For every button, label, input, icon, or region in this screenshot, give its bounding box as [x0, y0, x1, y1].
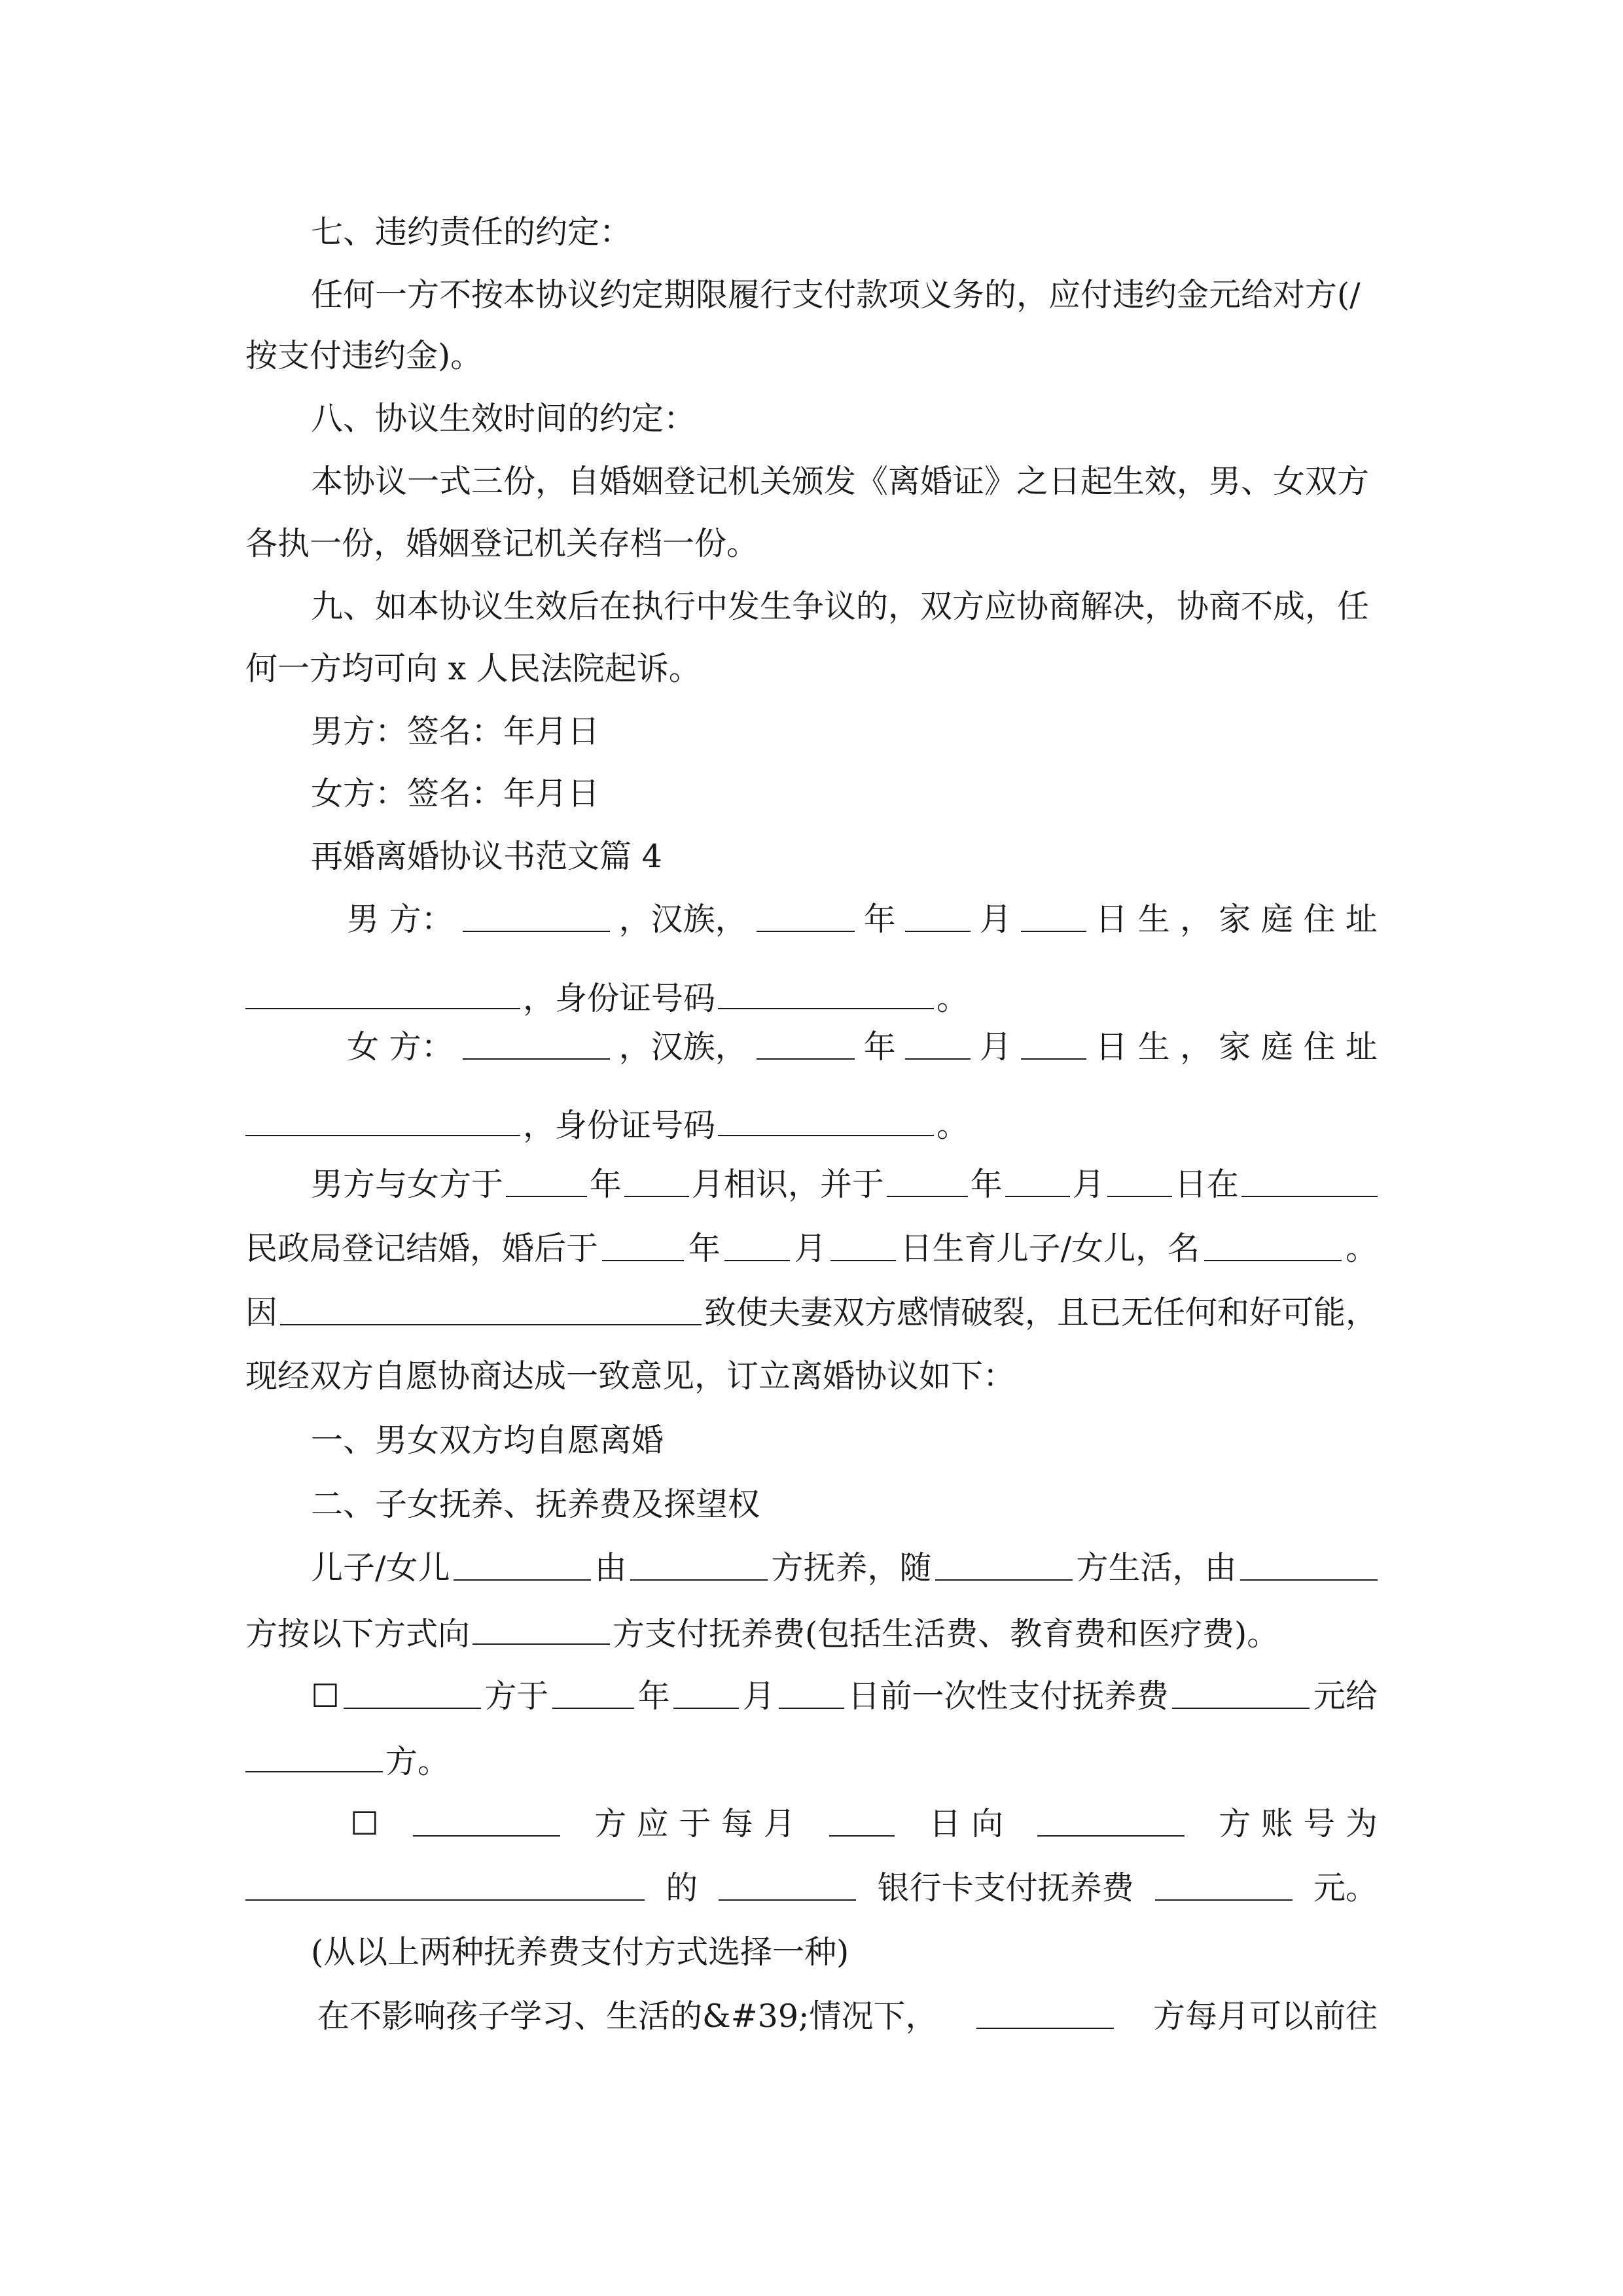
year-label: 年: [863, 1028, 896, 1066]
period: 。: [936, 980, 969, 1017]
custody-line-2: [245, 1609, 1378, 1655]
register-day-blank: [1107, 1162, 1172, 1197]
year-label: 年: [589, 1166, 622, 1203]
living-party-blank: [935, 1545, 1073, 1581]
section-8-text-line-1: 本协议一式三份，自婚姻登记机关颁发《离婚证》之日起生效，男、女双方: [311, 463, 1370, 500]
option-1-day-blank: [779, 1674, 844, 1709]
period: 。: [1345, 1230, 1378, 1267]
account-label: 方 账 号 为: [1219, 1805, 1378, 1842]
custody-party-blank: [630, 1545, 768, 1581]
option-1-amount-blank: [1172, 1674, 1310, 1709]
registry-office-blank: [1241, 1162, 1378, 1197]
option-2-payer-blank: [413, 1801, 560, 1837]
year-label: 年: [970, 1166, 1003, 1203]
account-number-blank: [245, 1865, 645, 1901]
id-number-label: ，身份证号码: [523, 1107, 716, 1144]
bank-card-label: 银行卡支付抚养费: [877, 1869, 1134, 1907]
option-1-recipient-blank: [245, 1737, 383, 1772]
signature-woman: 女方：签名：年月日: [311, 775, 600, 812]
month-label: 月: [979, 1028, 1012, 1066]
woman-name-blank: [463, 1024, 610, 1060]
registered-label: 民政局登记结婚，婚后于: [245, 1230, 599, 1267]
woman-birth-month-blank: [905, 1024, 971, 1060]
year-label: 年: [688, 1230, 721, 1267]
reason-blank: [280, 1290, 702, 1325]
woman-address-blank: [245, 1101, 520, 1136]
section-7-title: 七、违约责任的约定：: [311, 213, 632, 251]
checkbox-icon[interactable]: ☐: [350, 1805, 379, 1842]
man-label: 男 方：: [347, 901, 454, 938]
woman-id-number-blank: [718, 1101, 934, 1136]
child-birth-day-blank: [830, 1226, 896, 1261]
support-fee-label: 方支付抚养费(包括生活费、教育费和医疗费)。: [613, 1615, 1279, 1653]
month-label: 月: [794, 1230, 827, 1267]
payment-option-1-line-1: [311, 1674, 1378, 1719]
agreement-item-1: 一、男女双方均自愿离婚: [311, 1422, 664, 1459]
option-1-month-blank: [673, 1674, 739, 1709]
visitation-line-1: [317, 1994, 1378, 2039]
register-year-blank: [887, 1162, 968, 1197]
paying-party-blank: [1240, 1545, 1378, 1581]
checkbox-icon[interactable]: ☐: [311, 1677, 340, 1715]
born-label: 日 生 ，: [1096, 1028, 1213, 1066]
agreement-item-2: 二、子女抚养、抚养费及探望权: [311, 1486, 760, 1523]
payment-option-2-line-1: [350, 1801, 1378, 1847]
met-and-label: 月相识，并于: [691, 1166, 884, 1203]
lump-sum-label: 日前一次性支付抚养费: [847, 1677, 1169, 1715]
section-8-text-line-2: 各执一份，婚姻登记机关存档一份。: [245, 525, 759, 562]
of-label: 的: [666, 1869, 698, 1907]
option-1-payer-blank: [344, 1674, 481, 1709]
man-address-blank: [245, 974, 520, 1009]
visitation-label: 方每月可以前往: [1152, 1998, 1378, 2035]
man-id-number-blank: [718, 974, 934, 1009]
monthly-label: 方 应 于 每 月: [594, 1805, 796, 1842]
id-number-label: ，身份证号码: [523, 980, 716, 1017]
man-birth-year-blank: [757, 897, 855, 932]
because-label: 因: [245, 1294, 278, 1331]
visitation-condition-label: 在不影响孩子学习、生活的&#39;情况下，: [317, 1998, 938, 2035]
receiving-party-blank: [473, 1609, 610, 1645]
man-birth-month-blank: [905, 897, 971, 932]
month-label: 月: [979, 901, 1012, 938]
section-9-text-line-1: 九、如本协议生效后在执行中发生争议的，双方应协商解决，协商不成，任: [311, 588, 1370, 625]
address-label: 家 庭 住 址: [1219, 1028, 1378, 1066]
visiting-party-blank: [976, 1994, 1114, 2029]
woman-label: 女 方：: [347, 1028, 454, 1066]
option-2-recipient-blank: [1037, 1801, 1185, 1837]
woman-birth-day-blank: [1021, 1024, 1086, 1060]
met-label: 男方与女方于: [311, 1166, 504, 1203]
marriage-paragraph-line-4: 现经双方自愿协商达成一致意见，订立离婚协议如下：: [245, 1357, 1016, 1395]
month-label: 月: [743, 1677, 776, 1715]
payment-note: (从以上两种抚养费支付方式选择一种): [311, 1933, 849, 1971]
woman-info-line-2: [245, 1101, 1378, 1147]
register-month-blank: [1005, 1162, 1070, 1197]
by-label: 由: [594, 1549, 627, 1587]
marriage-paragraph-line-3: [245, 1290, 1378, 1336]
section-7-text-line-1: 任何一方不按本协议约定期限履行支付款项义务的，应付违约金元给对方(/: [311, 276, 1361, 314]
breakdown-label: 致使夫妻双方感情破裂，且已无任何和好可能，: [704, 1294, 1378, 1331]
met-year-blank: [506, 1162, 587, 1197]
month-label: 月: [1072, 1166, 1105, 1203]
section-8-title: 八、协议生效时间的约定：: [311, 400, 696, 437]
pay-to-label: 方按以下方式向: [245, 1615, 471, 1653]
period: 。: [936, 1107, 969, 1144]
custody-line-1: [311, 1545, 1378, 1591]
option-2-amount-blank: [1155, 1865, 1293, 1901]
man-info-line-1: [347, 897, 1378, 942]
yuan-to-label: 元给: [1313, 1677, 1378, 1715]
marriage-paragraph-line-2: [245, 1226, 1378, 1272]
child-birth-month-blank: [724, 1226, 790, 1261]
yuan-label: 元。: [1313, 1869, 1378, 1907]
address-label: 家 庭 住 址: [1219, 901, 1378, 938]
option-1-year-blank: [552, 1674, 634, 1709]
child-birth-label: 日生育儿子/女儿，名: [900, 1230, 1200, 1267]
child-label: 儿子/女儿: [311, 1549, 450, 1587]
year-label: 年: [863, 901, 896, 938]
woman-birth-year-blank: [757, 1024, 855, 1060]
document-4-title: 再婚离婚协议书范文篇 4: [311, 838, 662, 875]
raise-label: 方抚养，随: [771, 1549, 932, 1587]
payer-label: 方于: [484, 1677, 549, 1715]
payment-option-2-line-2: [245, 1865, 1378, 1911]
man-birth-day-blank: [1021, 897, 1086, 932]
section-7-text-line-2: 按支付违约金)。: [245, 337, 483, 374]
year-label: 年: [637, 1677, 670, 1715]
bank-name-blank: [719, 1865, 856, 1901]
signature-man: 男方：签名：年月日: [311, 713, 600, 750]
ethnicity-label: ，汉族，: [618, 901, 747, 938]
day-to-label: 日 向: [929, 1805, 1004, 1842]
party-label: 方。: [385, 1743, 450, 1780]
child-name-blank: [454, 1545, 591, 1581]
man-info-line-2: [245, 974, 1378, 1020]
at-label: 日在: [1174, 1166, 1239, 1203]
marriage-paragraph-line-1: [311, 1162, 1378, 1208]
ethnicity-label: ，汉族，: [618, 1028, 747, 1066]
man-name-blank: [463, 897, 610, 932]
woman-info-line-1: [347, 1024, 1378, 1070]
met-month-blank: [624, 1162, 689, 1197]
born-label: 日 生 ，: [1096, 901, 1213, 938]
section-9-text-line-2: 何一方均可向 x 人民法院起诉。: [245, 650, 701, 687]
child-birth-year-blank: [602, 1226, 684, 1261]
payment-option-1-line-2: [245, 1737, 1378, 1783]
live-label: 方生活，由: [1076, 1549, 1237, 1587]
option-2-day-blank: [829, 1801, 895, 1837]
child-name-blank: [1204, 1226, 1342, 1261]
